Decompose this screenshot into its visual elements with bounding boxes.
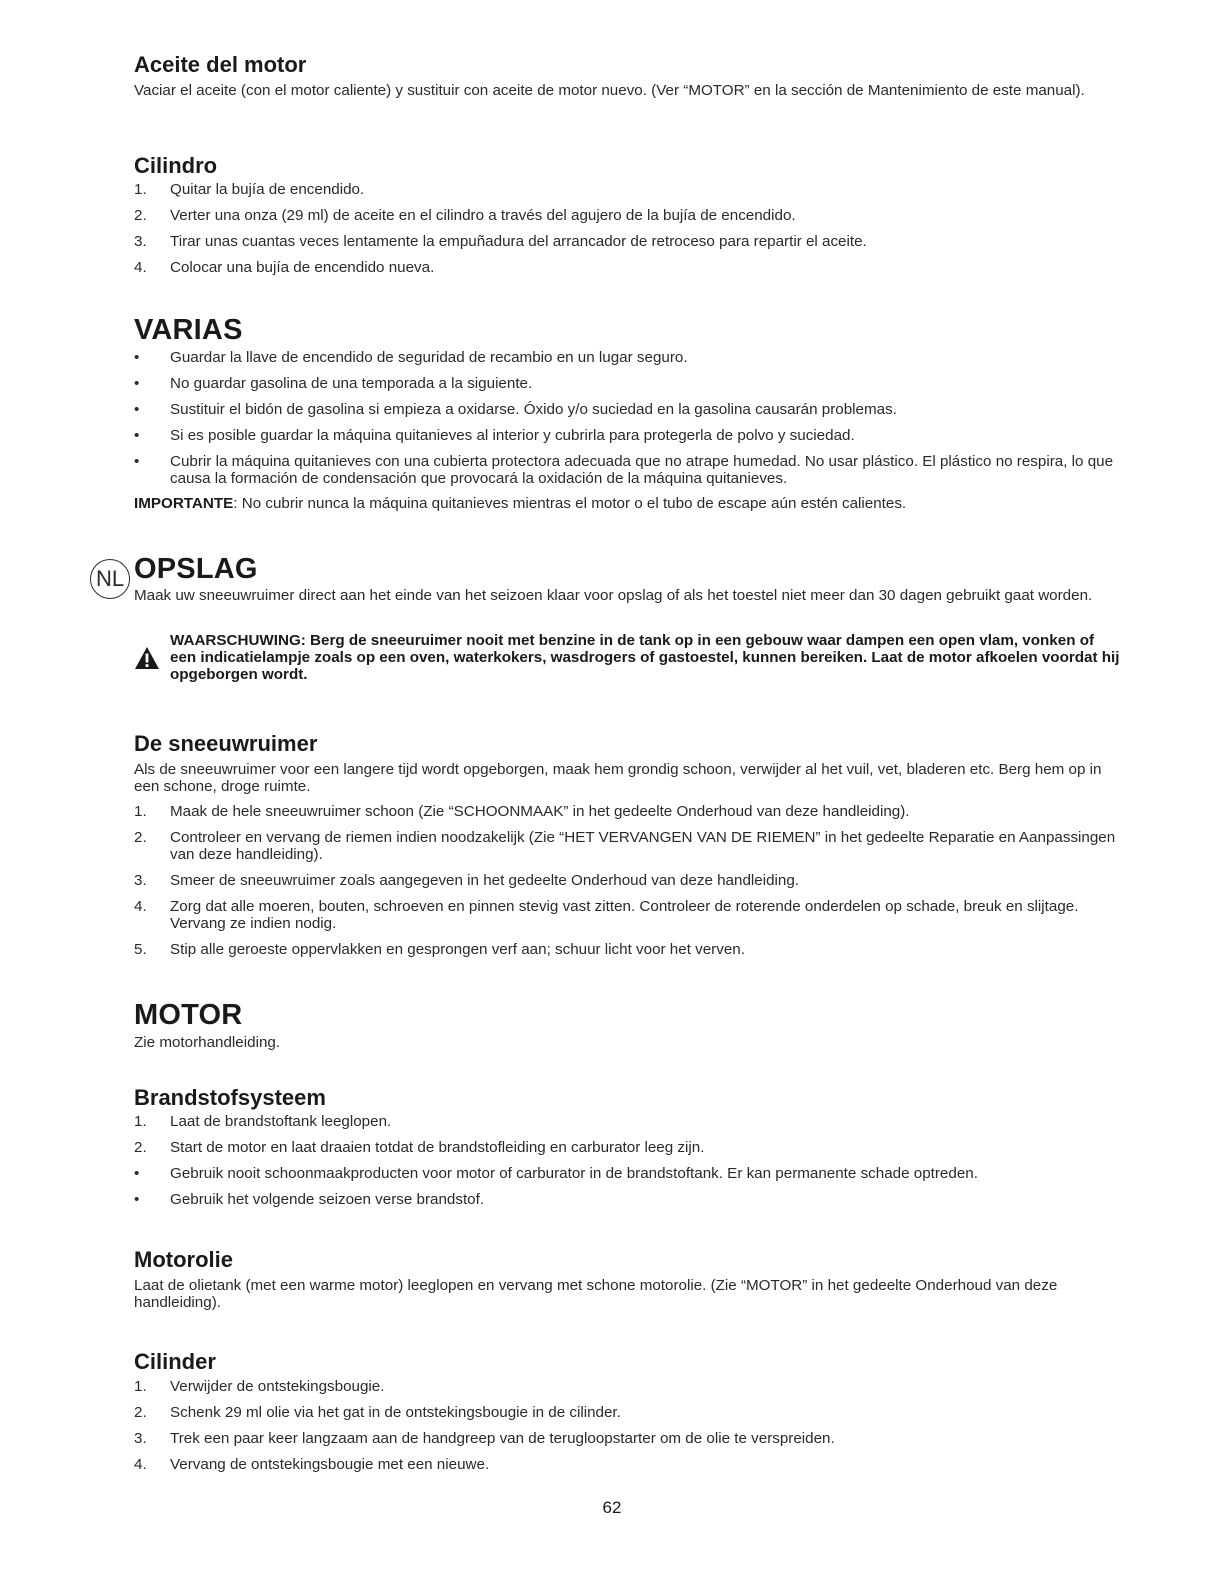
list-item-text: Quitar la bujía de encendido. <box>170 181 365 198</box>
bullet-marker: • <box>134 1191 140 1208</box>
list-marker: 2. <box>134 207 147 224</box>
important-text: : No cubrir nunca la máquina quitanieves mientras el motor o el tubo de escape aún estén calientes. <box>233 495 907 512</box>
list-item-text: Gebruik nooit schoonmaakproducten voor motor of carburator in de brandstoftank. Er kan permanente schade optreden. <box>170 1165 978 1182</box>
sneeuwruimer-title: De sneeuwruimer <box>134 731 318 756</box>
section-aceite <box>134 52 1124 99</box>
aceite-title: Aceite del motor <box>134 52 307 77</box>
list-item-text: Start de motor en laat draaien totdat de brandstofleiding en carburator leeg zijn. <box>170 1139 705 1156</box>
opslag-title: OPSLAG <box>134 553 258 585</box>
list-item <box>134 375 1124 392</box>
list-item-text: Stip alle geroeste oppervlakken en gesprongen verf aan; schuur licht voor het verven. <box>170 941 745 958</box>
list-item <box>134 1165 1124 1182</box>
list-item <box>134 1113 1124 1130</box>
motorolie-title: Motorolie <box>134 1247 233 1272</box>
section-cilindro <box>134 153 1124 276</box>
motor-title: MOTOR <box>134 999 243 1031</box>
list-marker: 2. <box>134 1139 147 1156</box>
warning-block <box>134 632 1124 683</box>
section-varias <box>134 314 1124 512</box>
list-item-text: Controleer en vervang de riemen indien noodzakelijk (Zie “HET VERVANGEN VAN DE RIEMEN” in het gedeelte Reparatie en Aanpassingen van deze handleiding). <box>170 829 1116 863</box>
cilinder-list <box>134 1378 1124 1473</box>
bullet-marker: • <box>134 401 140 418</box>
list-item-text: No guardar gasolina de una temporada a la siguiente. <box>170 375 533 392</box>
varias-list <box>134 349 1124 487</box>
section-cilinder <box>134 1349 1124 1473</box>
list-marker: 1. <box>134 1113 147 1130</box>
list-item <box>134 181 1124 198</box>
list-item <box>134 349 1124 366</box>
list-item <box>134 1139 1124 1156</box>
list-marker: 3. <box>134 1430 147 1447</box>
section-opslag <box>134 553 1124 604</box>
list-item <box>134 1378 1124 1395</box>
list-item-text: Zorg dat alle moeren, bouten, schroeven en pinnen stevig vast zitten. Controleer de roterende onderdelen op schade, breuk en slijtage. Vervang ze indien nodig. <box>170 898 1079 932</box>
list-item <box>134 829 1124 863</box>
bullet-marker: • <box>134 427 140 444</box>
language-badge-nl: NL <box>90 559 130 599</box>
list-item <box>134 259 1124 276</box>
list-item <box>134 898 1124 932</box>
list-item-text: Gebruik het volgende seizoen verse brandstof. <box>170 1191 485 1208</box>
list-item-text: Trek een paar keer langzaam aan de handgreep van de terugloopstarter om de olie te verspreiden. <box>170 1430 835 1447</box>
list-item <box>134 803 1124 820</box>
list-item-text: Verter una onza (29 ml) de aceite en el cilindro a través del agujero de la bujía de encendido. <box>170 207 796 224</box>
list-item-text: Cubrir la máquina quitanieves con una cubierta protectora adecuada que no atrape humedad. No usar plástico. El plástico no respira, lo que causa la formación de condensación que provocará la oxidación de la máquina quitanieves. <box>170 453 1114 487</box>
list-item <box>134 207 1124 224</box>
section-motor <box>134 999 1124 1051</box>
sneeuwruimer-list <box>134 803 1124 958</box>
list-item-text: Tirar unas cuantas veces lentamente la empuñadura del arrancador de retroceso para repartir el aceite. <box>170 233 867 250</box>
list-item <box>134 1404 1124 1421</box>
list-item-text: Guardar la llave de encendido de seguridad de recambio en un lugar seguro. <box>170 349 688 366</box>
warning-text: WAARSCHUWING: Berg de sneeuruimer nooit met benzine in de tank op in een gebouw waar dampen een open vlam, vonken of een indicatielampje zoals op een oven, waterkokers, wasdrogers of gastoestel, kunnen bereiken. Laat de motor afkoelen voordat hij opgeborgen wordt. <box>170 632 1120 683</box>
section-brandstof <box>134 1085 1124 1208</box>
section-sneeuwruimer <box>134 731 1124 958</box>
list-item-text: Si es posible guardar la máquina quitanieves al interior y cubrirla para protegerla de polvo y suciedad. <box>170 427 855 444</box>
list-marker: 3. <box>134 233 147 250</box>
motor-text: Zie motorhandleiding. <box>134 1034 281 1051</box>
important-label: IMPORTANTE <box>134 495 234 512</box>
bullet-marker: • <box>134 453 140 470</box>
list-marker: 1. <box>134 1378 147 1395</box>
list-item-text: Maak de hele sneeuwruimer schoon (Zie “SCHOONMAAK” in het gedeelte Onderhoud van deze handleiding). <box>170 803 910 820</box>
varias-title: VARIAS <box>134 314 243 346</box>
list-item <box>134 941 1124 958</box>
list-item <box>134 1191 1124 1208</box>
cilindro-title: Cilindro <box>134 153 218 178</box>
list-item-text: Colocar una bujía de encendido nueva. <box>170 259 435 276</box>
list-marker: 4. <box>134 898 147 915</box>
brandstof-list <box>134 1113 1124 1208</box>
list-marker: 2. <box>134 1404 147 1421</box>
bullet-marker: • <box>134 375 140 392</box>
sneeuwruimer-text: Als de sneeuwruimer voor een langere tijd wordt opgeborgen, maak hem grondig schoon, verwijder al het vuil, vet, bladeren etc. Berg hem op in een schone, droge ruimte. <box>134 761 1102 795</box>
list-marker: 1. <box>134 803 147 820</box>
list-marker: 5. <box>134 941 147 958</box>
list-item-text: Sustituir el bidón de gasolina si empieza a oxidarse. Óxido y/o suciedad en la gasolina causarán problemas. <box>170 401 897 418</box>
list-marker: 4. <box>134 259 147 276</box>
important-note <box>134 495 1124 512</box>
list-item <box>134 453 1124 487</box>
list-item-text: Schenk 29 ml olie via het gat in de ontstekingsbougie in de cilinder. <box>170 1404 621 1421</box>
bullet-marker: • <box>134 1165 140 1182</box>
section-motorolie <box>134 1247 1124 1311</box>
list-item-text: Smeer de sneeuwruimer zoals aangegeven in het gedeelte Onderhoud van deze handleiding. <box>170 872 800 889</box>
list-marker: 1. <box>134 181 147 198</box>
list-marker: 2. <box>134 829 147 846</box>
cilindro-list <box>134 181 1124 276</box>
motorolie-text: Laat de olietank (met een warme motor) leeglopen en vervang met schone motorolie. (Zie “MOTOR” in het gedeelte Onderhoud van deze handleiding). <box>134 1277 1058 1311</box>
cilinder-title: Cilinder <box>134 1349 216 1374</box>
list-item <box>134 401 1124 418</box>
list-marker: 4. <box>134 1456 147 1473</box>
warning-triangle-icon <box>134 646 160 670</box>
list-marker: 3. <box>134 872 147 889</box>
page-number: 62 <box>602 1498 622 1517</box>
bullet-marker: • <box>134 349 140 366</box>
list-item-text: Verwijder de ontstekingsbougie. <box>170 1378 385 1395</box>
list-item <box>134 1456 1124 1473</box>
list-item <box>134 427 1124 444</box>
list-item <box>134 872 1124 889</box>
list-item-text: Vervang de ontstekingsbougie met een nieuwe. <box>170 1456 490 1473</box>
opslag-text: Maak uw sneeuwruimer direct aan het einde van het seizoen klaar voor opslag of als het toestel niet meer dan 30 dagen gebruikt gaat worden. <box>134 587 1093 604</box>
brandstof-title: Brandstofsysteem <box>134 1085 326 1110</box>
aceite-text: Vaciar el aceite (con el motor caliente) y sustituir con aceite de motor nuevo. (Ver “MOTOR” en la sección de Mantenimiento de este manual). <box>134 82 1085 99</box>
list-item <box>134 1430 1124 1447</box>
list-item <box>134 233 1124 250</box>
list-item-text: Laat de brandstoftank leeglopen. <box>170 1113 392 1130</box>
